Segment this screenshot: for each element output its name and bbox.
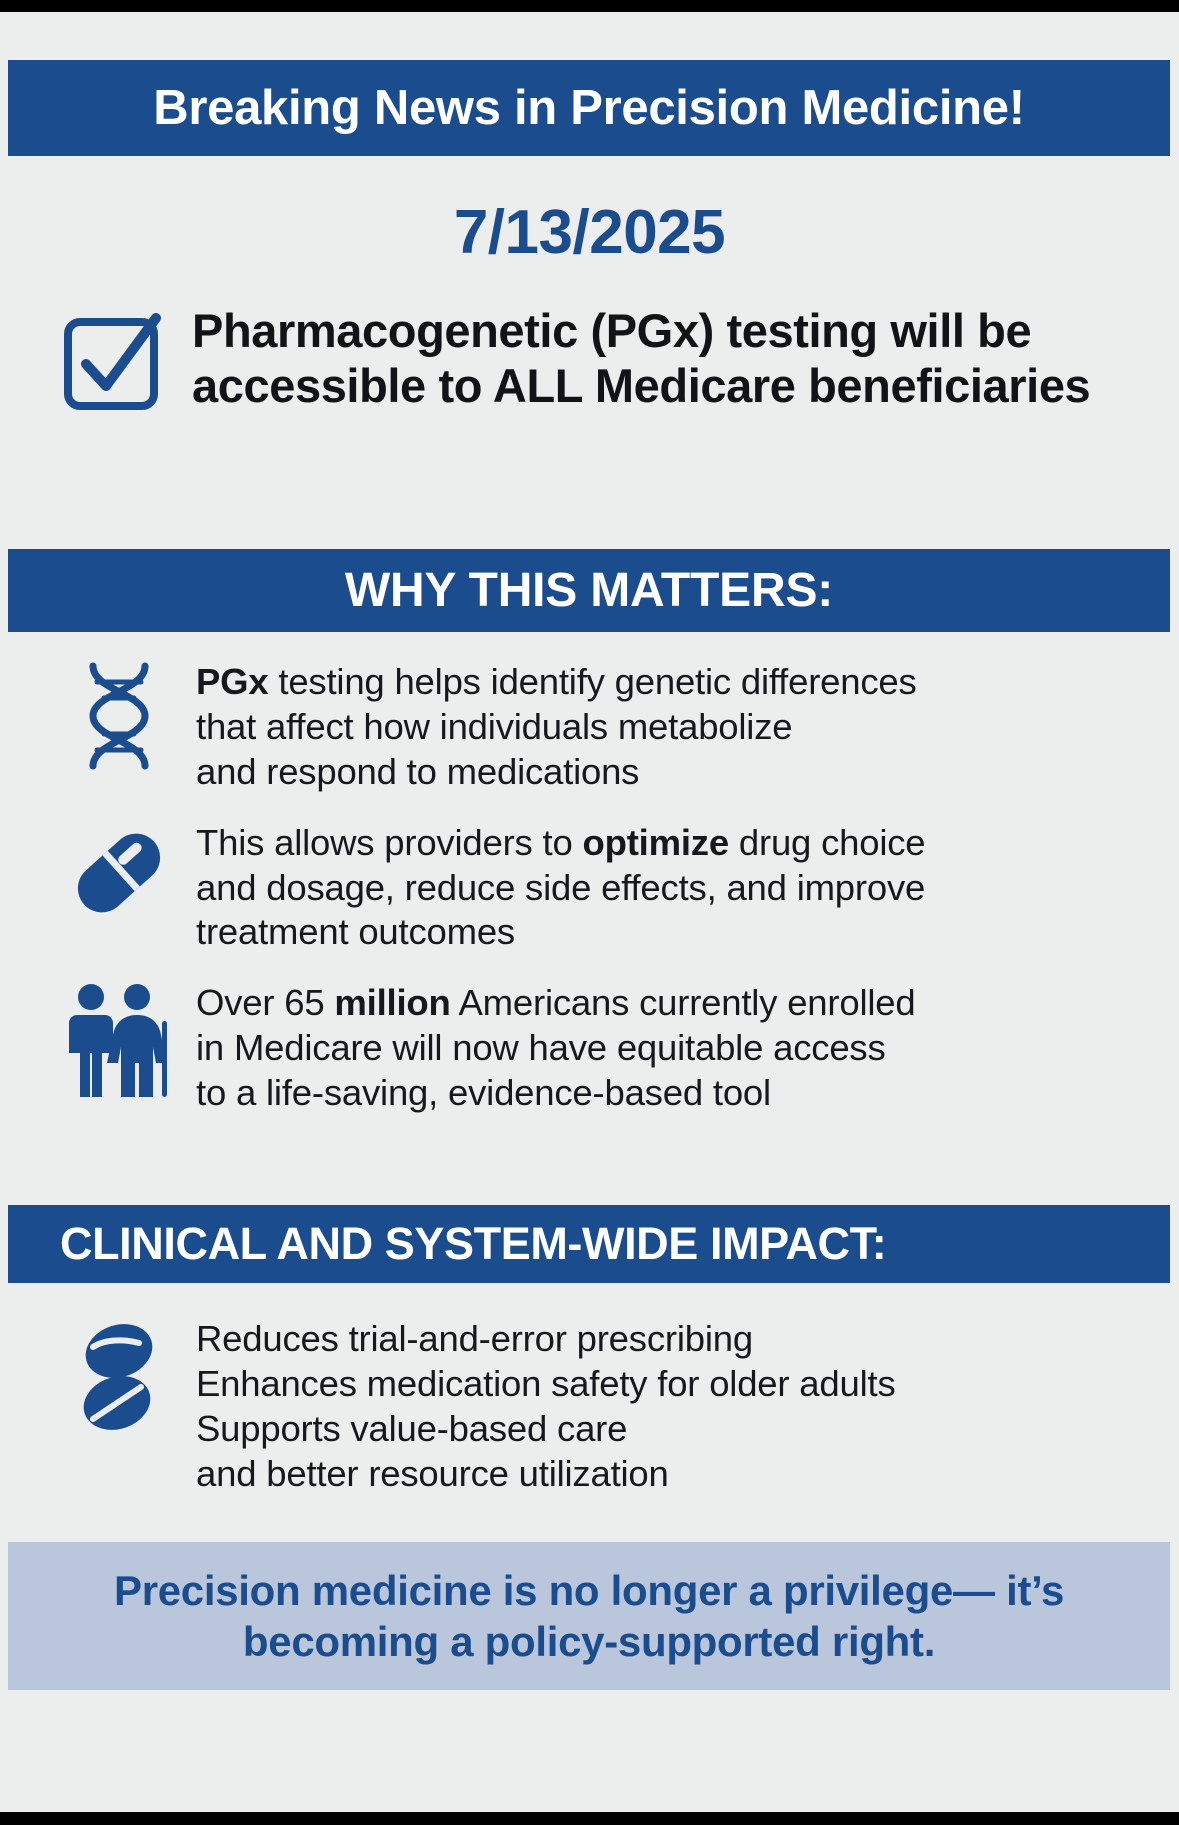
- list-item-text: PGx testing helps identify genetic differences that affect how individuals metabolize and respond to medications: [196, 661, 917, 792]
- closing-statement-band: [8, 1542, 1170, 1690]
- why-bullet-list: [60, 660, 1130, 1142]
- list-item: [60, 660, 1130, 795]
- elderly-couple-icon: [60, 981, 178, 1099]
- list-item-text: This allows providers to optimize drug choice and dosage, reduce side effects, and improve treatment outcomes: [196, 821, 926, 953]
- clinical-impact-title: CLINICAL AND SYSTEM-WIDE IMPACT:: [60, 1218, 887, 1269]
- two-tablets-icon: [60, 1317, 178, 1447]
- why-this-matters-banner: [8, 549, 1170, 632]
- closing-statement-text: Precision medicine is no longer a privilege— it’s becoming a policy-supported right.: [113, 1566, 1065, 1665]
- capsule-pill-icon: [60, 821, 178, 939]
- dna-helix-icon: [60, 660, 178, 778]
- impact-line: Supports value-based care: [196, 1407, 628, 1449]
- footer-spacer: [8, 1690, 1170, 1812]
- headline-text: Pharmacogenetic (PGx) testing will be accessible to ALL Medicare beneficiaries: [192, 304, 1091, 412]
- impact-line: Enhances medication safety for older adults: [196, 1362, 896, 1404]
- impact-block: [60, 1317, 1130, 1497]
- announcement-date: 7/13/2025: [453, 198, 726, 267]
- list-item: [60, 821, 1130, 956]
- impact-lines: [196, 1317, 896, 1497]
- impact-line: and better resource utilization: [196, 1452, 669, 1494]
- checkbox-check-icon: [62, 310, 166, 414]
- why-this-matters-title: WHY THIS MATTERS:: [344, 564, 834, 617]
- breaking-news-title: Breaking News in Precision Medicine!: [153, 81, 1025, 135]
- list-item: [60, 981, 1130, 1116]
- infographic-sheet: [0, 12, 1179, 1812]
- breaking-news-banner: [8, 60, 1170, 156]
- impact-line: Reduces trial-and-error prescribing: [196, 1318, 753, 1359]
- clinical-impact-banner: [8, 1205, 1170, 1283]
- list-item-text: Over 65 million Americans currently enrolled in Medicare will now have equitable access to a life-saving, evidence-based tool: [196, 982, 916, 1114]
- headline-row: [62, 304, 1122, 414]
